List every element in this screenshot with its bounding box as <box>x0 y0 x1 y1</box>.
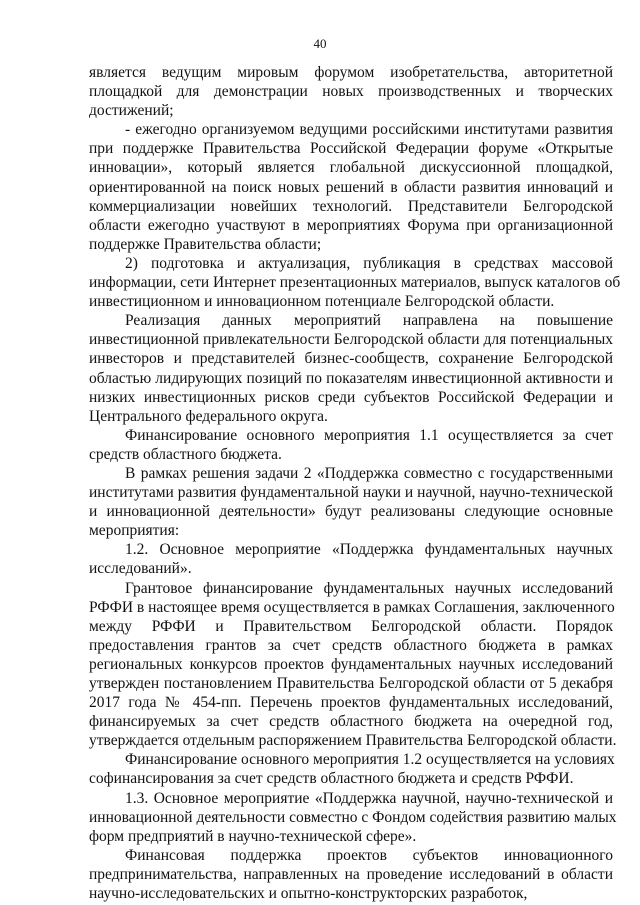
paragraph <box>89 311 613 426</box>
text-line: 2) подготовка и актуализация, публикация в средствах массовой <box>125 254 613 272</box>
paragraph <box>89 464 613 540</box>
text-line: научно-исследовательских и опытно-конструкторских разработок, <box>89 885 528 903</box>
text-line: области ежегодно участвуют в мероприятиях Форума при организационной <box>89 216 613 234</box>
text-line: поддержке Правительства области; <box>89 235 322 253</box>
text-line: является ведущим мировым форумом изобретательства, авторитетной <box>89 64 613 81</box>
text-line: коммерциализации новейших технологий. Представители Белгородской <box>89 197 613 215</box>
text-line: инновационной деятельности совместно с Фондом содействия развитию малых <box>89 808 617 826</box>
text-line: Финансовая поддержка проектов субъектов инновационного <box>125 846 613 864</box>
text-line: Грантовое финансирование фундаментальных научных исследований <box>125 579 613 597</box>
text-line: В рамках решения задачи 2 «Поддержка совместно с государственными <box>125 464 613 482</box>
text-line: инвестиционном и инновационном потенциале Белгородской области. <box>89 293 555 311</box>
text-line: предпринимательства, направленных на проведение исследований в области <box>89 865 613 883</box>
paragraph <box>89 540 613 578</box>
paragraph <box>89 789 617 846</box>
text-line: Финансирование основного мероприятия 1.2 осуществляется на условиях <box>125 751 615 769</box>
text-line: - ежегодно организуемом ведущими российскими институтами развития <box>125 121 613 139</box>
paragraph <box>89 750 613 788</box>
document-body <box>89 63 621 903</box>
text-line: ориентированной на поиск новых решений в области развития инноваций и <box>89 178 613 196</box>
page-number: 40 <box>313 36 327 51</box>
text-line: утвержден постановлением Правительства Белгородской области от 5 декабря <box>89 675 613 692</box>
text-line: утверждается отдельным распоряжением Правительства Белгородской области. <box>89 732 617 750</box>
text-line: 2017 года № 454-пп. Перечень проектов фундаментальных исследований, <box>89 694 613 712</box>
text-line: 1.2. Основное мероприятие «Поддержка фундаментальных научных <box>125 541 613 559</box>
paragraph <box>89 254 621 311</box>
text-line: Центрального федерального округа. <box>89 407 328 425</box>
text-line: софинансирования за счет средств областного бюджета и средств РФФИ. <box>89 770 574 788</box>
text-line: предоставления грантов за счет средств областного бюджета в рамках <box>89 636 613 654</box>
paragraph <box>89 426 613 464</box>
text-line: 1.3. Основное мероприятие «Поддержка научной, научно-технической и <box>125 789 613 807</box>
text-line: и инновационной деятельности» будут реализованы следующие основные <box>89 503 613 521</box>
text-line: между РФФИ и Правительством Белгородской области. Порядок <box>89 617 613 635</box>
text-line: инвестиционной привлекательности Белгородской области для потенциальных <box>89 331 613 349</box>
paragraph <box>89 846 613 903</box>
text-line: институтами развития фундаментальной науки и научной, научно-технической <box>89 484 613 502</box>
text-line: Финансирование основного мероприятия 1.1 осуществляется за счет <box>125 426 613 444</box>
paragraph <box>89 120 613 254</box>
text-line: инновации», который является глобальной дискуссионной площадкой, <box>89 159 613 177</box>
text-line: РФФИ в настоящее время осуществляется в рамках Соглашения, заключенного <box>89 598 615 616</box>
text-line: региональных конкурсов проектов фундаментальных научных исследований <box>89 655 613 673</box>
paragraph <box>89 579 617 751</box>
text-line: площадкой для демонстрации новых производственных и творческих <box>89 83 613 101</box>
text-line: Реализация данных мероприятий направлена на повышение <box>125 312 613 330</box>
text-line: финансируемых за счет средств областного бюджета на очередной год, <box>89 713 613 731</box>
text-line: средств областного бюджета. <box>89 445 282 463</box>
text-line: низких инвестиционных рисков среди субъектов Российской Федерации и <box>89 388 613 406</box>
text-line: исследований». <box>89 560 192 578</box>
text-line: областью лидирующих позиций по показателям инвестиционной активности и <box>89 369 613 387</box>
paragraph <box>89 63 613 120</box>
text-line: мероприятия: <box>89 522 180 540</box>
text-line: информации, сети Интернет презентационных материалов, выпуск каталогов об <box>89 274 621 292</box>
text-line: при поддержке Правительства Российской Федерации форуме «Открытые <box>89 140 613 158</box>
text-line: инвесторов и представителей бизнес-сообществ, сохранение Белгородской <box>89 350 613 368</box>
text-line: форм предприятий в научно-технической сфере». <box>89 827 417 845</box>
text-line: достижений; <box>89 102 174 120</box>
